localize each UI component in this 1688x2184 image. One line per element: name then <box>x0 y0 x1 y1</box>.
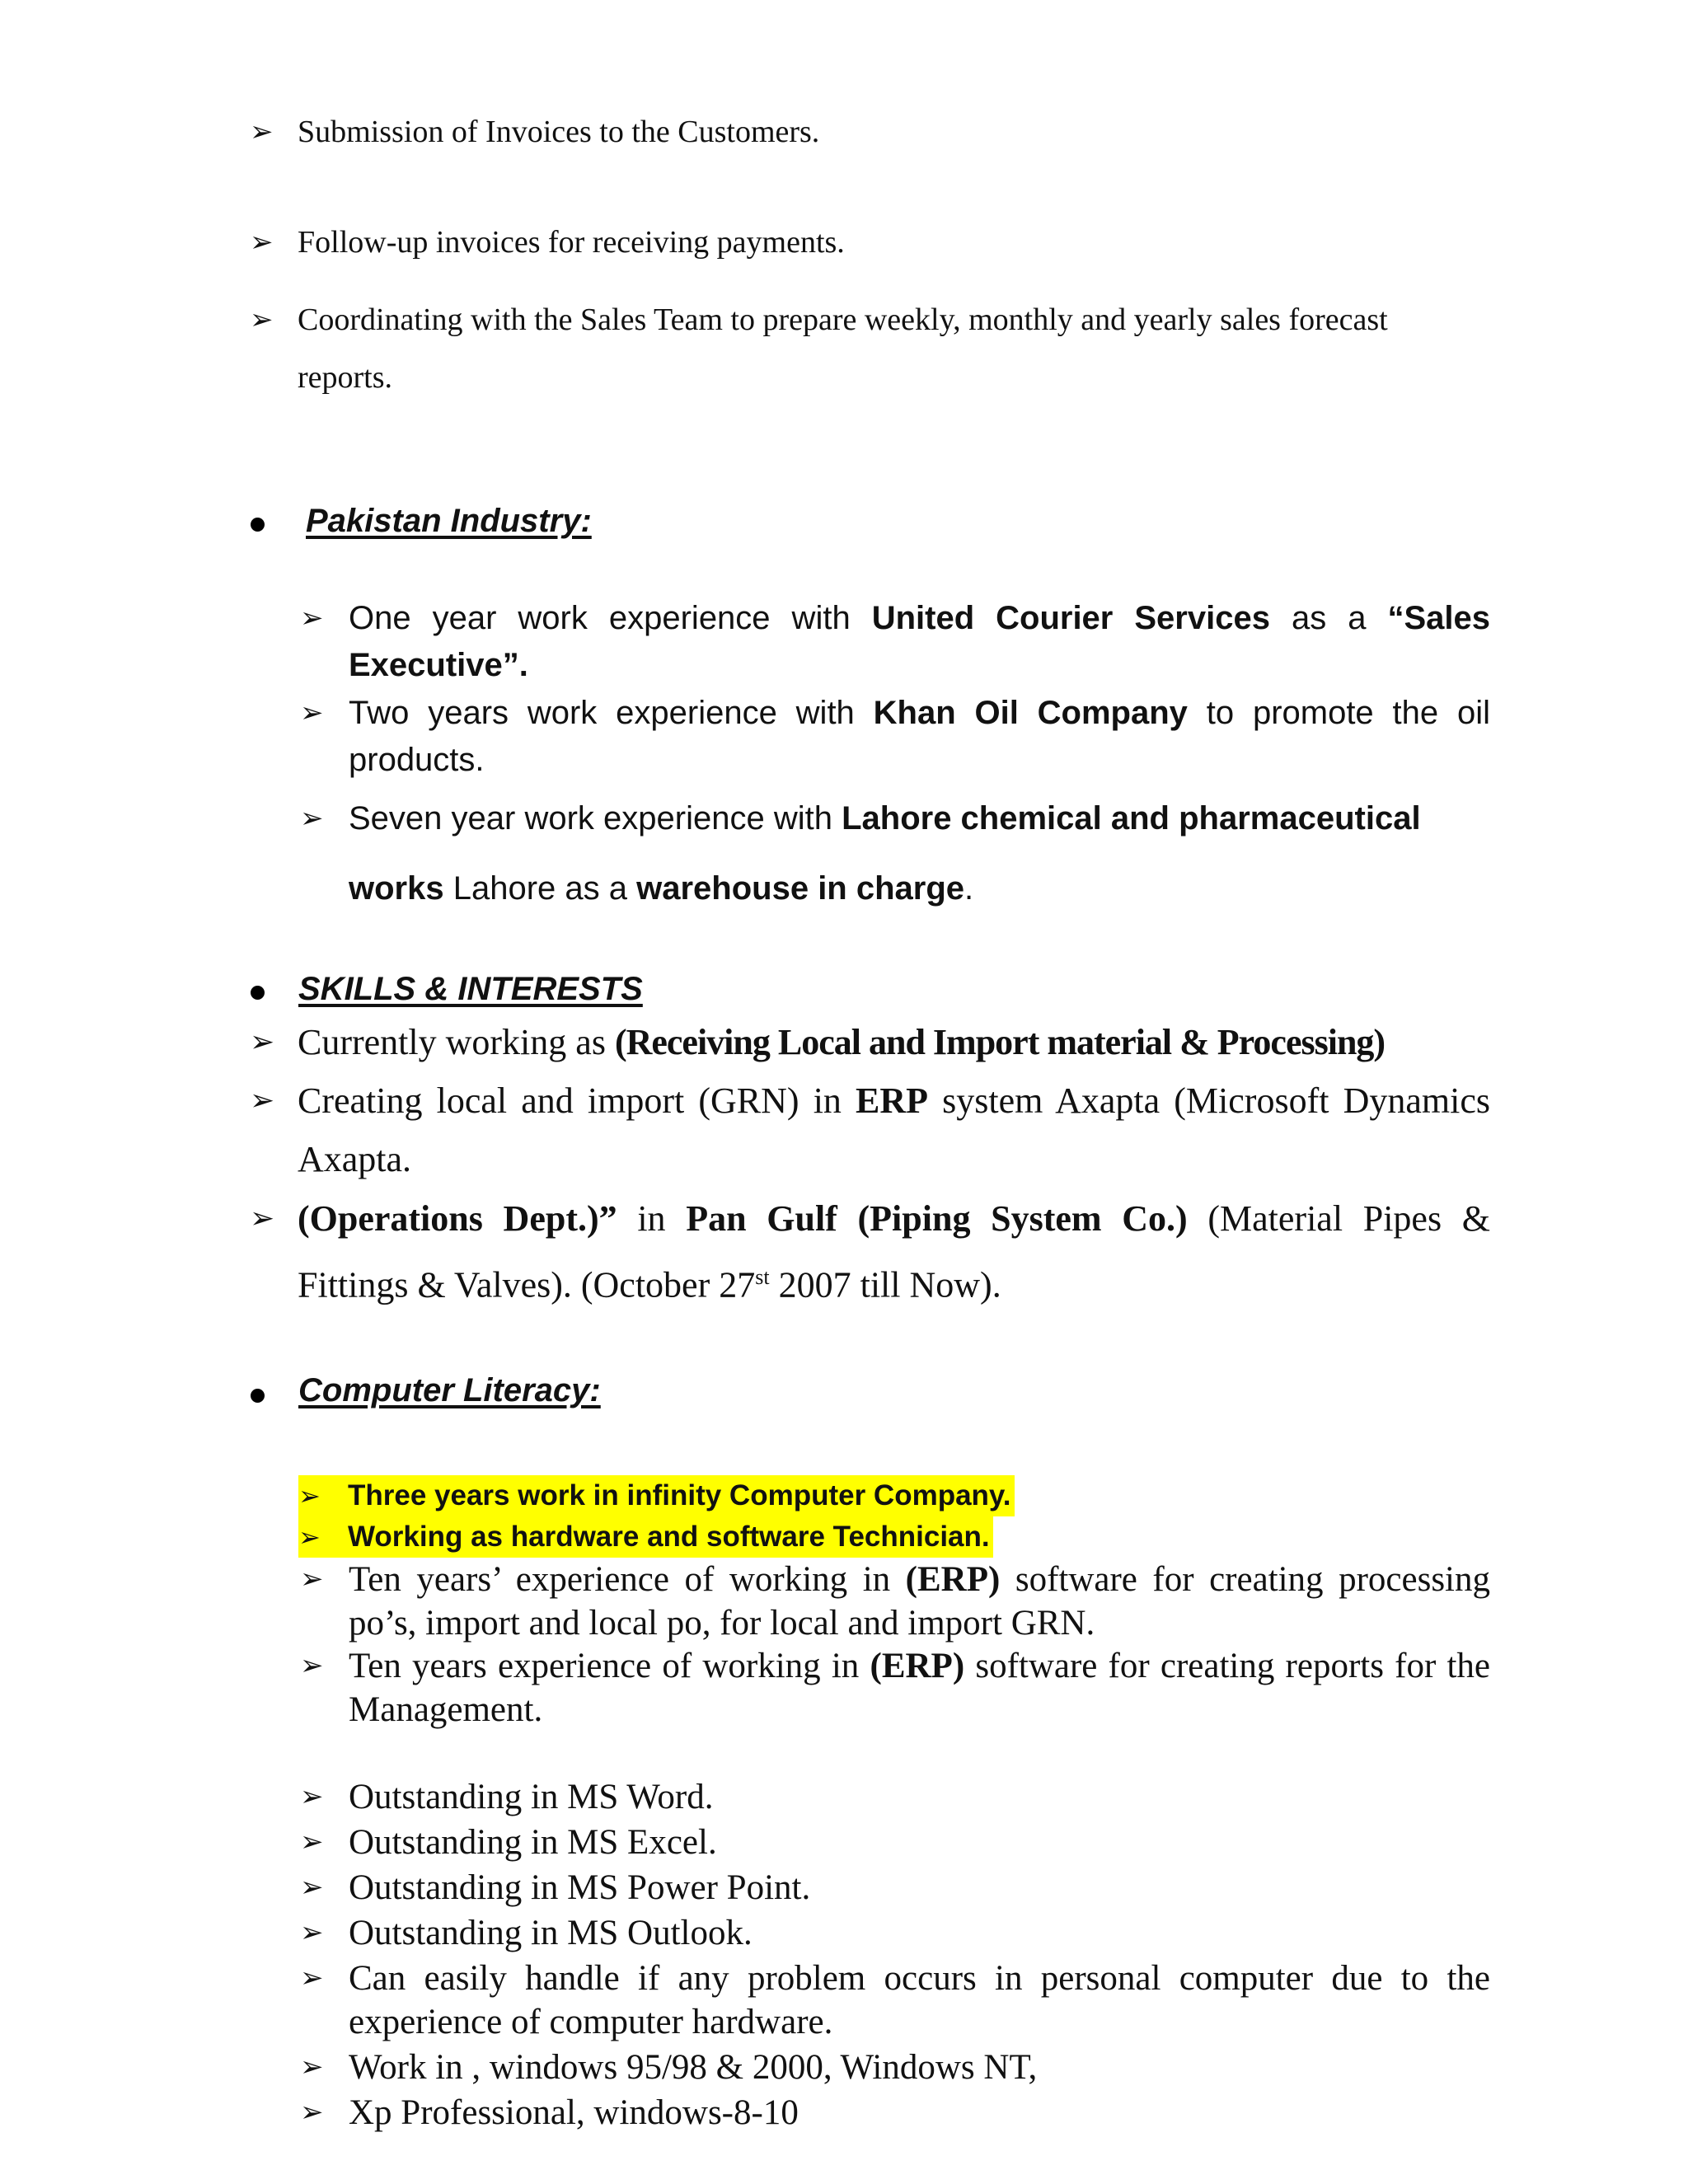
list-item: ➢ Creating local and import (GRN) in ERP system Axapta (Microsoft Dynamics Axapta. <box>250 1071 1490 1188</box>
highlighted-item: ➢ Working as hardware and software Technician. <box>298 1516 993 1558</box>
list-item: ➢ Ten years’ experience of working in (ERP) software for creating processing po’s, import and local po, for local and import GRN. <box>300 1558 1490 1645</box>
arrow-bullet-icon: ➢ <box>250 1025 275 1059</box>
arrow-bullet-icon: ➢ <box>300 1916 324 1949</box>
bullet-icon <box>251 986 265 1000</box>
section-heading-pakistan: Pakistan Industry: <box>306 503 592 539</box>
arrow-bullet-icon: ➢ <box>300 1649 324 1682</box>
arrow-bullet-icon: ➢ <box>300 802 324 835</box>
arrow-bullet-icon: ➢ <box>300 1871 324 1904</box>
arrow-bullet-icon: ➢ <box>300 1780 324 1813</box>
list-item: ➢ (Operations Dept.)” in Pan Gulf (Piping System Co.) (Material Pipes & Fittings & Valves). (October 27st 2007 till Now). <box>250 1189 1490 1315</box>
arrow-bullet-icon: ➢ <box>300 2096 324 2129</box>
list-item: ➢ Xp Professional, windows-8-10 <box>300 2091 1490 2135</box>
arrow-bullet-icon: ➢ <box>298 1480 321 1511</box>
arrow-bullet-icon: ➢ <box>250 1084 275 1118</box>
arrow-bullet-icon: ➢ <box>300 696 324 729</box>
bullet-icon <box>251 518 265 532</box>
arrow-bullet-icon: ➢ <box>298 1521 321 1553</box>
arrow-bullet-icon: ➢ <box>250 226 274 259</box>
arrow-bullet-icon: ➢ <box>250 1202 275 1235</box>
list-item: ➢ Can easily handle if any problem occurs in personal computer due to the experience of computer hardware. <box>300 1957 1490 2044</box>
list-item: ➢ Two years work experience with Khan Oil Company to promote the oil products. <box>300 690 1490 784</box>
list-item: ➢ Outstanding in MS Power Point. <box>300 1866 1490 1910</box>
list-item: ➢ Outstanding in MS Outlook. <box>300 1911 1490 1955</box>
list-item: ➢ One year work experience with United Courier Services as a “Sales Executive”. <box>300 595 1490 689</box>
bullet-icon <box>251 1389 265 1403</box>
arrow-bullet-icon: ➢ <box>300 1825 324 1858</box>
list-item: ➢ Coordinating with the Sales Team to prepare weekly, monthly and yearly sales forecast reports. <box>250 291 1486 406</box>
arrow-bullet-icon: ➢ <box>300 1961 324 1994</box>
arrow-bullet-icon: ➢ <box>300 602 324 635</box>
arrow-bullet-icon: ➢ <box>300 1563 324 1596</box>
section-heading-skills: SKILLS & INTERESTS <box>298 971 643 1007</box>
arrow-bullet-icon: ➢ <box>300 2050 324 2083</box>
list-item: ➢ Follow-up invoices for receiving payments. <box>250 213 1486 271</box>
highlighted-item: ➢ Three years work in infinity Computer Company. <box>298 1475 1015 1516</box>
list-item: ➢ Work in , windows 95/98 & 2000, Windows NT, <box>300 2046 1490 2089</box>
list-item: ➢ Submission of Invoices to the Customers. <box>250 103 1486 161</box>
list-item: ➢ Seven year work experience with Lahore chemical and pharmaceutical works Lahore as a warehouse in charge. <box>300 784 1470 924</box>
list-item: ➢ Ten years experience of working in (ERP) software for creating reports for the Management. <box>300 1644 1490 1732</box>
list-item: ➢ Outstanding in MS Word. <box>300 1775 1490 1819</box>
list-item: ➢ Outstanding in MS Excel. <box>300 1821 1490 1864</box>
arrow-bullet-icon: ➢ <box>250 303 274 336</box>
arrow-bullet-icon: ➢ <box>250 115 274 148</box>
section-heading-computer: Computer Literacy: <box>298 1372 601 1408</box>
list-item: ➢ Currently working as (Receiving Local and Import material & Processing) <box>250 1013 1490 1071</box>
